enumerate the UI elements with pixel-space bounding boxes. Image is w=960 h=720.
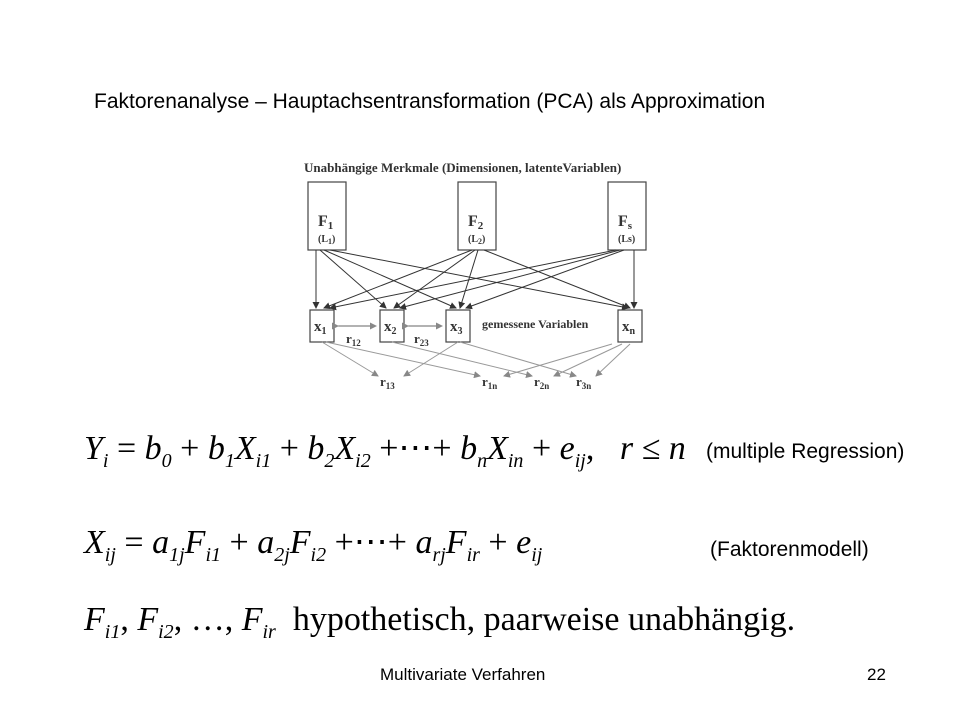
variable-label-2: $x_2$ [384, 319, 397, 337]
correlation-label-1n: $r_{1n}$ [482, 374, 498, 391]
variable-label-3: $x_3$ [450, 319, 463, 337]
factors-statement: $F_{i1}$, $F_{i2}$, …, $F_{ir}$ hypothetisch, paarweise unabhängig. [84, 601, 796, 643]
factor-arrows [316, 250, 634, 308]
factor-label-1: F1 [318, 213, 334, 232]
regression-equation: $Y_i = b_0 + b_1X_{i1} + b_2X_{i2}$ +⋯+ $b_nX_{in} + e_{ij}$, r ≤ n [84, 430, 686, 472]
factor-label-s: Fs [618, 213, 633, 232]
footer-title: Multivariate Verfahren [380, 665, 546, 684]
page-number: 22 [867, 665, 886, 684]
factor-load-s: (Ls) [618, 234, 636, 245]
factor-model-label: (Faktorenmodell) [710, 538, 869, 561]
correlation-label-13: $r_{13}$ [380, 374, 395, 391]
diagram-header: Unabhängige Merkmale (Dimensionen, latenteVariablen) [304, 160, 622, 175]
factor-diagram [300, 150, 680, 400]
measured-variables-label: gemessene Variablen [482, 317, 589, 331]
factor-load-1: $(L_1)$ [318, 234, 336, 246]
regression-label: (multiple Regression) [706, 440, 905, 463]
slide-title: Faktorenanalyse – Hauptachsentransformation (PCA) als Approximation [94, 90, 766, 113]
correlation-label-3n: $r_{3n}$ [576, 374, 592, 391]
correlation-label-12: $r_{12}$ [346, 331, 361, 348]
factors-statement-text: hypothetisch, paarweise unabhängig. [292, 601, 796, 638]
factor-model-equation: $X_{ij} = a_{1j}F_{i1} + a_{2j}F_{i2}$ +⋯+ $a_{rj}F_{ir} + e_{ij}$ [84, 524, 543, 566]
lower-correlation-lines [322, 342, 630, 376]
variable-label-1: $x_1$ [314, 319, 327, 337]
factor-label-2: F2 [468, 213, 484, 232]
variable-label-n: $x_n$ [622, 319, 636, 337]
regression-condition: r ≤ n [619, 430, 686, 467]
correlation-label-23: $r_{23}$ [414, 331, 429, 348]
factor-load-2: $(L_2)$ [468, 234, 486, 246]
correlation-label-2n: $r_{2n}$ [534, 374, 550, 391]
